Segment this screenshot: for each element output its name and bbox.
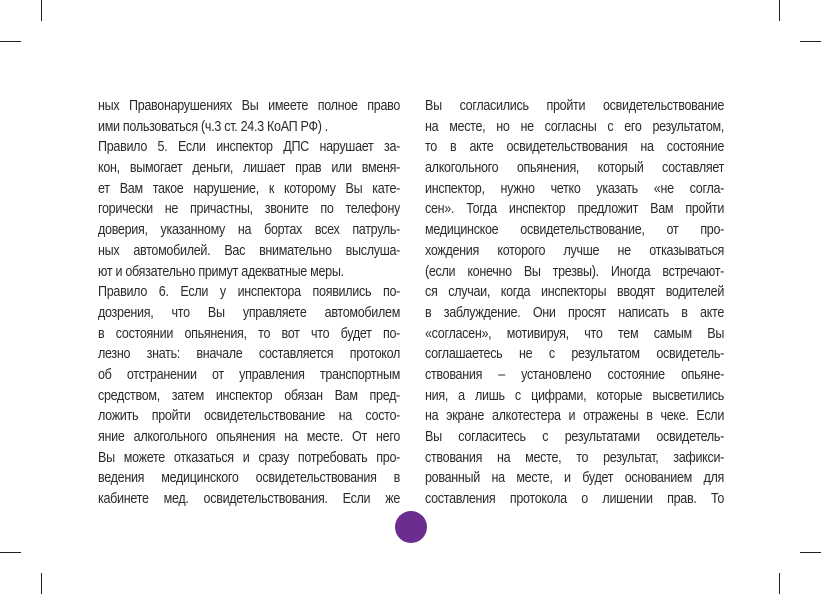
text-line: Вы можете отказаться и сразу потребовать про- [98,449,401,466]
text-line: яние алкогольного опьянения на месте. От него [98,429,401,445]
text-line: ствования на месте, то результат, зафикси- [425,449,725,466]
text-line: на экране алкотестера и отражены в чеке. Если [425,408,725,425]
text-line: ведения медицинского освидетельствования в [98,470,401,487]
text-line: (если конечно Вы трезвы). Иногда встречают- [425,263,725,280]
text-line: на месте, но не согласны с его результатом, [425,118,725,135]
right-text-column [425,96,724,510]
text-line: ет Вам такое нарушение, к которому Вы кате- [98,180,401,197]
text-line: средством, затем инспектор обязан Вам пред- [98,387,401,404]
text-line: то в акте освидетельствования на состояние [425,139,725,156]
text-line: Правило 5. Если инспектор ДПС нарушает за- [98,139,401,156]
text-line: ложить пройти освидетельствование на состо- [98,408,401,425]
left-text-column [98,96,400,510]
crop-mark [800,41,821,42]
text-line: об отстранении от управления транспортным [98,366,401,383]
text-line: ся случаи, когда инспекторы вводят водителей [425,284,725,301]
crop-mark [0,41,21,42]
text-line: сен». Тогда инспектор предложит Вам пройти [425,201,725,218]
text-line: составления протокола о лишении прав. То [425,491,725,508]
text-line: в состоянии опьянения, то вот что будет по- [98,325,401,342]
text-line: медицинское освидетельствование, от про- [425,222,725,239]
text-line: Вы согласитесь с результатами освидетель- [425,429,725,445]
crop-mark [779,573,780,594]
text-line: ния, а лишь с цифрами, которые высветились [425,387,725,404]
crop-mark [800,552,821,553]
text-line: хождения которого лучше не отказываться [425,242,725,259]
crop-mark [41,573,42,594]
crop-mark [41,0,42,21]
text-line: ют и обязательно примут адекватные меры. [98,263,344,280]
text-line: доверия, указанному на бортах всех патруль- [98,222,401,239]
text-line: ими пользоваться (ч.3 ст. 24.3 КоАП РФ) . [98,118,328,135]
text-line: ствования – установлено состояние опьяне- [425,366,725,383]
text-line: горически не причастны, звоните по телефону [98,201,401,218]
text-line: рованный на месте, и будет основанием для [425,470,725,487]
text-line: ных Правонарушениях Вы имеете полное право [98,98,401,114]
page-marker-dot [395,511,427,543]
text-line: «согласен», мотивируя, что тем самым Вы [425,325,725,342]
text-line: Вы согласились пройти освидетельствование [425,98,725,114]
text-line: лезно знать: вначале составляется протокол [98,346,401,363]
crop-mark [0,552,21,553]
crop-mark [779,0,780,21]
text-line: кон, вымогает деньги, лишает прав или вменя- [98,160,401,177]
text-line: ных автомобилей. Вас внимательно выслуша- [98,242,401,259]
text-line: в заблуждение. Они просят написать в акте [425,304,725,321]
text-line: дозрения, что Вы управляете автомобилем [98,304,401,321]
text-line: инспектор, нужно четко указать «не согла- [425,180,725,197]
text-line: кабинете мед. освидетельствования. Если же [98,491,401,508]
text-line: Правило 6. Если у инспектора появились по- [98,284,401,301]
text-line: алкогольного опьянения, который составляет [425,160,725,177]
text-line: соглашаетесь не с результатом освидетель- [425,346,725,363]
